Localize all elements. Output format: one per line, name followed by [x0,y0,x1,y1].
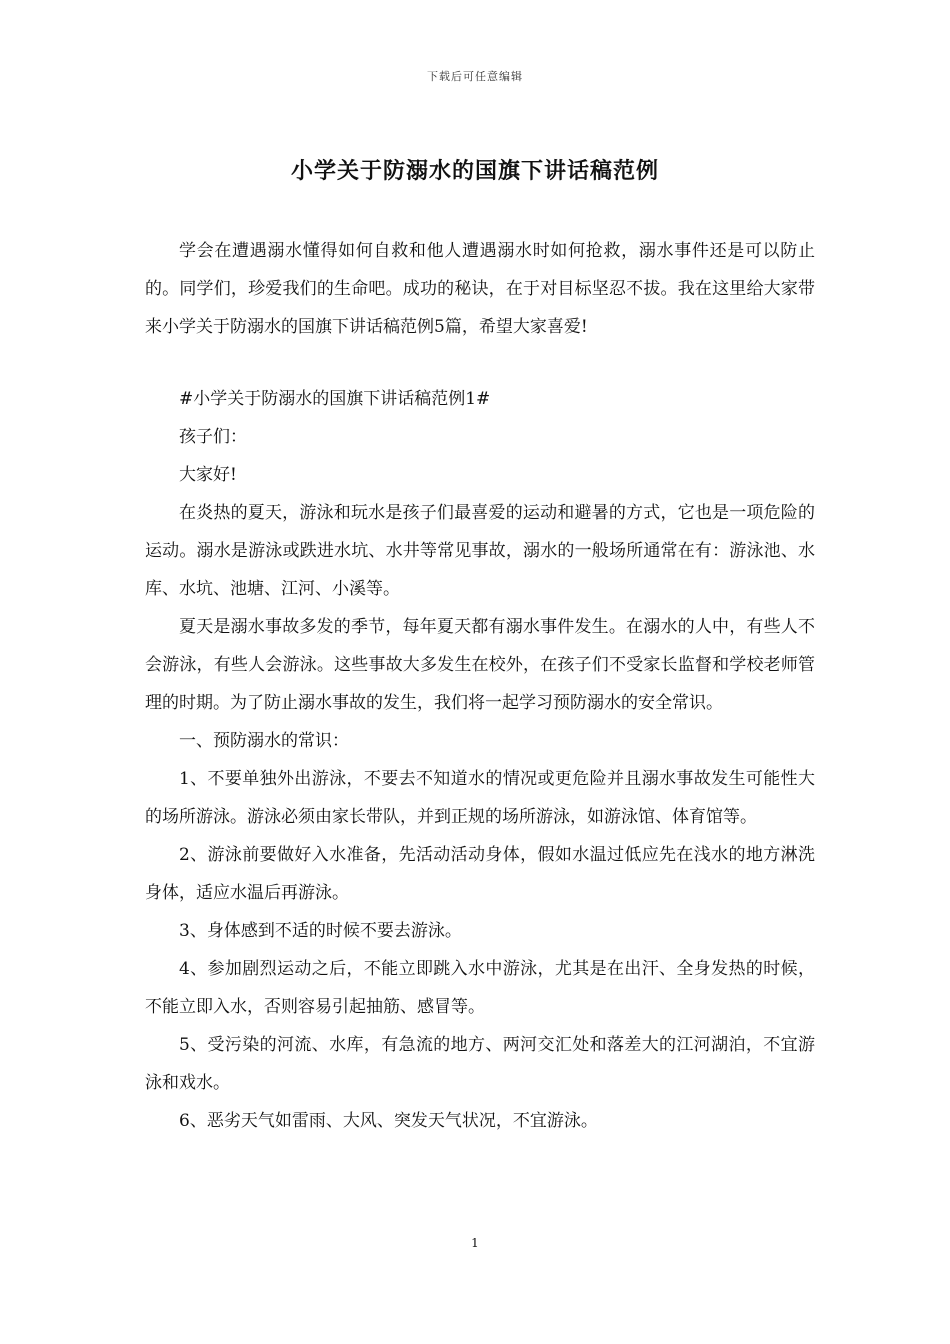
page-number: 1 [471,1236,479,1250]
list-item: 2、游泳前要做好入水准备，先活动活动身体，假如水温过低应先在浅水的地方淋洗身体，适应水温后再游泳。 [145,845,815,903]
salutation: 孩子们： [179,427,247,447]
document-title: 小学关于防溺水的国旗下讲话稿范例 [290,158,659,184]
list-item: 1、不要单独外出游泳，不要去不知道水的情况或更危险并且溺水事故发生可能性大的场所游泳。游泳必须由家长带队，并到正规的场所游泳，如游泳馆、体育馆等。 [145,769,815,827]
list-item: 4、参加剧烈运动之后，不能立即跳入水中游泳，尤其是在出汗、全身发热的时候，不能立即入水，否则容易引起抽筋、感冒等。 [145,959,815,1017]
list-item: 5、受污染的河流、水库，有急流的地方、两河交汇处和落差大的江河湖泊，不宜游泳和戏水。 [145,1035,815,1093]
greeting: 大家好! [179,465,237,485]
subsection-heading: 一、预防溺水的常识： [179,731,349,751]
body-paragraph: 夏天是溺水事故多发的季节，每年夏天都有溺水事件发生。在溺水的人中，有些人不会游泳，有些人会游泳。这些事故大多发生在校外，在孩子们不受家长监督和学校老师管理的时期。为了防止溺水事故的发生，我们将一起学习预防溺水的安全常识。 [145,617,815,713]
list-item: 6、恶劣天气如雷雨、大风、突发天气状况，不宜游泳。 [179,1111,598,1131]
body-paragraph: 在炎热的夏天，游泳和玩水是孩子们最喜爱的运动和避暑的方式，它也是一项危险的运动。溺水是游泳或跌进水坑、水井等常见事故，溺水的一般场所通常在有：游泳池、水库、水坑、池塘、江河、小溪等。 [145,503,815,599]
section-heading: #小学关于防溺水的国旗下讲话稿范例1# [179,389,491,409]
document-body [145,380,815,1140]
list-item: 3、身体感到不适的时候不要去游泳。 [179,921,462,941]
page-header-note: 下载后可任意编辑 [427,70,523,83]
intro-paragraph: 学会在遭遇溺水懂得如何自救和他人遭遇溺水时如何抢救，溺水事件还是可以防止的。同学们，珍爱我们的生命吧。成功的秘诀，在于对目标坚忍不拔。我在这里给大家带来小学关于防溺水的国旗下讲话稿范例5篇，希望大家喜爱! [145,241,815,337]
